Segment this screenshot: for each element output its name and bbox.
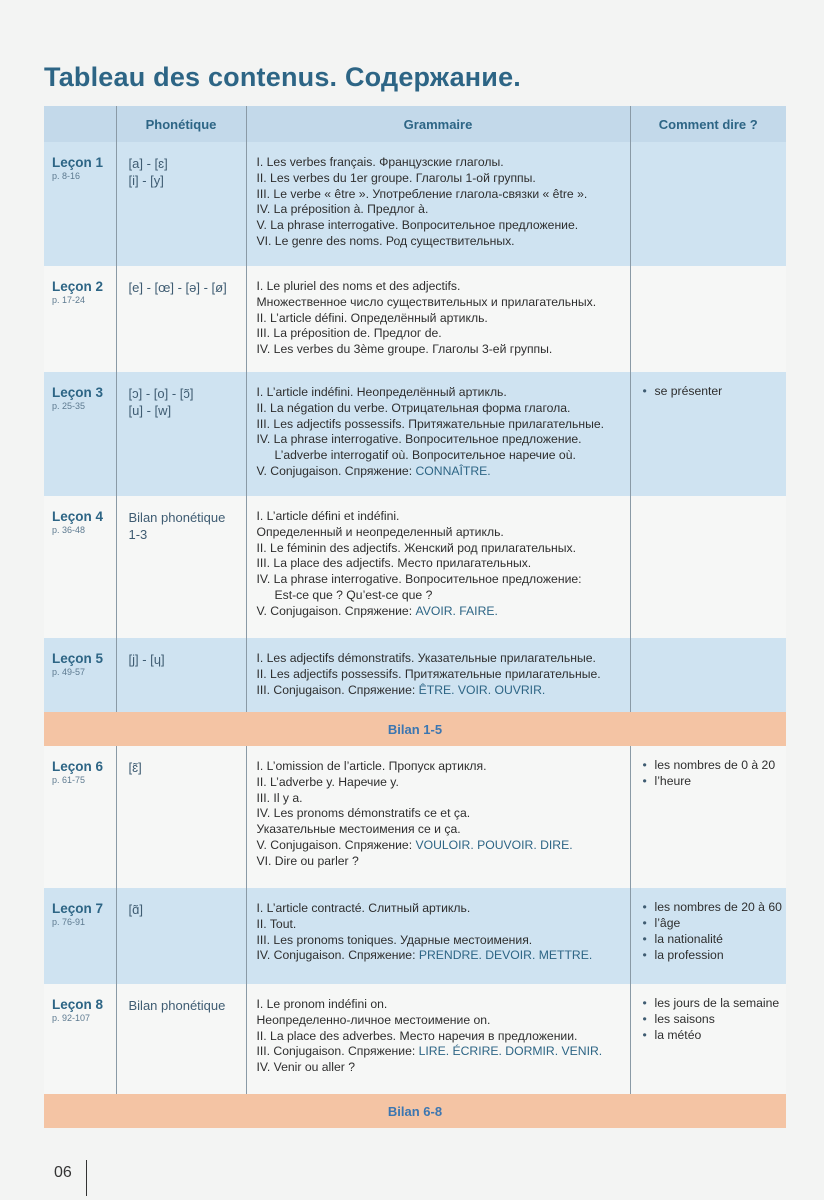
lesson-pages: p. 17-24 xyxy=(52,295,86,305)
contents-table xyxy=(44,106,786,1128)
bilan-row-1-5 xyxy=(44,712,786,746)
lesson-row-2 xyxy=(44,266,786,372)
phonetics-cell xyxy=(116,984,246,1094)
table-header-row xyxy=(44,106,786,142)
grammar-line: I. Les verbes français. Французские глаголы. xyxy=(256,155,504,169)
phonetics-item: Bilan phonétique xyxy=(128,998,226,1013)
lesson-pages: p. 92-107 xyxy=(52,1013,91,1023)
comment-item: • les nombres de 0 à 20 xyxy=(655,757,783,773)
conjugation-prefix: IV. Conjugaison. Спряжение: xyxy=(256,948,419,963)
lesson-cell xyxy=(44,142,116,266)
lesson-name: Leçon 4 xyxy=(52,509,104,524)
grammar-cell xyxy=(246,984,630,1094)
comment-item: • les jours de la semaine xyxy=(655,995,783,1011)
grammar-line: II. La négation du verbe. Отрицательная форма глагола. xyxy=(256,400,571,415)
grammar-line: II. L’article défini. Определённый артикль. xyxy=(256,310,488,325)
comment-item: • l’heure xyxy=(655,773,783,789)
lesson-cell xyxy=(44,372,116,496)
grammar-cell xyxy=(246,142,630,266)
lesson-pages: p. 49-57 xyxy=(52,667,86,677)
comment-cell xyxy=(630,638,786,712)
grammar-cell xyxy=(246,638,630,712)
conjugation-verbs: CONNAÎTRE. xyxy=(415,463,491,478)
bilan-label: Bilan 6-8 xyxy=(44,1094,786,1128)
grammar-line: Множественное число существительных и прилагательных. xyxy=(256,294,597,309)
lesson-row-6 xyxy=(44,746,786,888)
grammar-line: III. Les adjectifs possessifs. Притяжательные прилагательные. xyxy=(256,416,605,431)
lesson-cell xyxy=(44,266,116,372)
grammar-line: II. L’adverbe y. Наречие y. xyxy=(256,774,399,789)
lesson-name: Leçon 5 xyxy=(52,651,104,666)
conjugation-prefix: V. Conjugaison. Спряжение: xyxy=(256,603,416,618)
grammar-cell xyxy=(246,888,630,984)
bilan-row-6-8 xyxy=(44,1094,786,1128)
lesson-pages: p. 76-91 xyxy=(52,917,86,927)
lesson-cell xyxy=(44,746,116,888)
grammar-line: III. La place des adjectifs. Место прилагательных. xyxy=(256,556,532,571)
grammar-line: II. Les adjectifs possessifs. Притяжательные прилагательные. xyxy=(256,666,601,681)
grammar-line: IV. Venir ou aller ? xyxy=(256,1060,355,1075)
grammar-line: III. Le verbe « être ». Употребление глагола-связки « être ». xyxy=(256,186,588,201)
grammar-conjugation-line xyxy=(257,1044,626,1060)
comment-cell xyxy=(630,984,786,1094)
phonetics-item: [e] - [œ] - [ə] - [ø] xyxy=(128,280,227,295)
bilan-label: Bilan 1-5 xyxy=(44,712,786,746)
comment-item: • la nationalité xyxy=(655,931,783,947)
page-number-divider xyxy=(86,1160,87,1196)
comment-item: • l’âge xyxy=(655,915,783,931)
comment-list xyxy=(641,899,783,963)
lesson-cell xyxy=(44,888,116,984)
header-lesson xyxy=(44,106,116,142)
conjugation-prefix: III. Conjugaison. Спряжение: xyxy=(256,682,419,697)
grammar-line: III. Les pronoms toniques. Ударные местоимения. xyxy=(256,932,533,947)
grammar-line: V. La phrase interrogative. Вопросительное предложение. xyxy=(256,218,579,233)
phonetics-item: Bilan phonétique xyxy=(128,510,226,525)
phonetics-cell xyxy=(116,746,246,888)
page-number: 06 xyxy=(54,1164,72,1181)
phonetics-cell xyxy=(116,888,246,984)
conjugation-verbs: PRENDRE. DEVOIR. METTRE. xyxy=(418,948,593,963)
grammar-line: IV. La phrase interrogative. Вопросительное предложение. xyxy=(256,432,582,447)
grammar-cell xyxy=(246,266,630,372)
grammar-conjugation-line xyxy=(257,683,626,699)
lesson-pages: p. 25-35 xyxy=(52,401,86,411)
grammar-line: I. L’article contracté. Слитный артикль. xyxy=(256,901,471,915)
lesson-pages: p. 61-75 xyxy=(52,775,86,785)
conjugation-verbs: VOULOIR. POUVOIR. DIRE. xyxy=(415,837,573,852)
grammar-line: VI. Le genre des noms. Род существительных. xyxy=(256,233,515,248)
lesson-row-5 xyxy=(44,638,786,712)
grammar-line: IV. La préposition à. Предлог à. xyxy=(256,202,429,217)
lesson-row-7 xyxy=(44,888,786,984)
lesson-cell xyxy=(44,984,116,1094)
grammar-conjugation-line xyxy=(257,464,626,480)
grammar-line: III. La préposition de. Предлог de. xyxy=(256,326,442,341)
lesson-pages: p. 8-16 xyxy=(52,171,81,181)
grammar-line: Указательные местоимения ce и ça. xyxy=(256,822,461,837)
comment-item: • la météo xyxy=(655,1027,783,1043)
grammar-cell xyxy=(246,372,630,496)
comment-cell xyxy=(630,142,786,266)
phonetics-item: [u] - [w] xyxy=(128,403,172,418)
grammar-line: I. L’omission de l’article. Пропуск артикля. xyxy=(256,759,487,773)
lesson-pages: p. 36-48 xyxy=(52,525,86,535)
conjugation-prefix: III. Conjugaison. Спряжение: xyxy=(256,1044,419,1059)
phonetics-cell xyxy=(116,372,246,496)
grammar-line: I. L’article défini et indéfini. xyxy=(256,509,400,523)
phonetics-item: [i] - [y] xyxy=(128,173,164,188)
grammar-line: III. Il y a. xyxy=(256,790,303,805)
lesson-name: Leçon 2 xyxy=(52,279,104,294)
lesson-row-3 xyxy=(44,372,786,496)
conjugation-verbs: ÊTRE. VOIR. OUVRIR. xyxy=(418,682,546,697)
comment-list xyxy=(641,995,783,1043)
phonetics-item: [a] - [ɛ] xyxy=(128,156,168,171)
lesson-name: Leçon 6 xyxy=(52,759,104,774)
phonetics-cell xyxy=(116,142,246,266)
comment-cell xyxy=(630,266,786,372)
header-grammar: Grammaire xyxy=(246,106,630,142)
lesson-cell xyxy=(44,496,116,638)
grammar-line: Определенный и неопределенный артикль. xyxy=(256,524,504,539)
header-comment: Comment dire ? xyxy=(630,106,786,142)
lesson-name: Leçon 1 xyxy=(52,155,104,170)
comment-cell xyxy=(630,372,786,496)
lesson-row-8 xyxy=(44,984,786,1094)
lesson-name: Leçon 3 xyxy=(52,385,104,400)
comment-item: • se présenter xyxy=(655,383,783,399)
grammar-conjugation-line xyxy=(257,838,626,854)
phonetics-cell xyxy=(116,266,246,372)
phonetics-item: 1-3 xyxy=(128,527,148,542)
phonetics-item: [ɛ̃] xyxy=(128,760,142,775)
lesson-name: Leçon 8 xyxy=(52,997,104,1012)
comment-item: • la profession xyxy=(655,947,783,963)
grammar-conjugation-line xyxy=(257,604,626,620)
page-title: Tableau des contenus. Содержание. xyxy=(44,62,522,92)
comment-cell xyxy=(630,746,786,888)
grammar-line: VI. Dire ou parler ? xyxy=(256,853,359,868)
grammar-line: L’adverbe interrogatif où. Вопросительное наречие où. xyxy=(274,448,576,463)
grammar-line: II. Le féminin des adjectifs. Женский род прилагательных. xyxy=(256,540,577,555)
lesson-name: Leçon 7 xyxy=(52,901,104,916)
phonetics-item: [ɑ̃] xyxy=(128,902,143,917)
comment-item: • les nombres de 20 à 60 xyxy=(655,899,783,915)
grammar-line: I. Le pronom indéfini on. xyxy=(256,997,388,1011)
grammar-line: I. L’article indéfini. Неопределённый артикль. xyxy=(256,385,507,399)
comment-list xyxy=(641,383,783,399)
lesson-cell xyxy=(44,638,116,712)
header-phonetics: Phonétique xyxy=(116,106,246,142)
comment-cell xyxy=(630,888,786,984)
conjugation-prefix: V. Conjugaison. Спряжение: xyxy=(256,837,416,852)
grammar-line: Est-ce que ? Qu’est-ce que ? xyxy=(274,587,433,602)
grammar-cell xyxy=(246,746,630,888)
grammar-line: Неопределенно-личное местоимение on. xyxy=(256,1012,491,1027)
comment-item: • les saisons xyxy=(655,1011,783,1027)
grammar-line: II. Tout. xyxy=(256,916,297,931)
grammar-line: II. La place des adverbes. Место наречия в предложении. xyxy=(256,1028,578,1043)
conjugation-verbs: AVOIR. FAIRE. xyxy=(415,603,498,618)
lesson-row-1 xyxy=(44,142,786,266)
comment-cell xyxy=(630,496,786,638)
grammar-line: IV. Les pronoms démonstratifs ce et ça. xyxy=(256,806,471,821)
grammar-line: II. Les verbes du 1er groupe. Глаголы 1-ой группы. xyxy=(256,170,536,185)
grammar-conjugation-line xyxy=(257,948,626,964)
conjugation-verbs: LIRE. ÉCRIRE. DORMIR. VENIR. xyxy=(418,1044,603,1059)
phonetics-item: [ɔ] - [o] - [ɔ̃] xyxy=(128,386,194,401)
grammar-line: IV. Les verbes du 3ème groupe. Глаголы 3-ей группы. xyxy=(256,342,553,357)
grammar-cell xyxy=(246,496,630,638)
lesson-row-4 xyxy=(44,496,786,638)
grammar-line: IV. La phrase interrogative. Вопросительное предложение: xyxy=(256,572,582,587)
phonetics-cell xyxy=(116,496,246,638)
phonetics-cell xyxy=(116,638,246,712)
grammar-line: I. Les adjectifs démonstratifs. Указательные прилагательные. xyxy=(256,651,596,665)
comment-list xyxy=(641,757,783,789)
phonetics-item: [j] - [ɥ] xyxy=(128,652,165,667)
conjugation-prefix: V. Conjugaison. Спряжение: xyxy=(256,463,416,478)
grammar-line: I. Le pluriel des noms et des adjectifs. xyxy=(256,279,461,293)
